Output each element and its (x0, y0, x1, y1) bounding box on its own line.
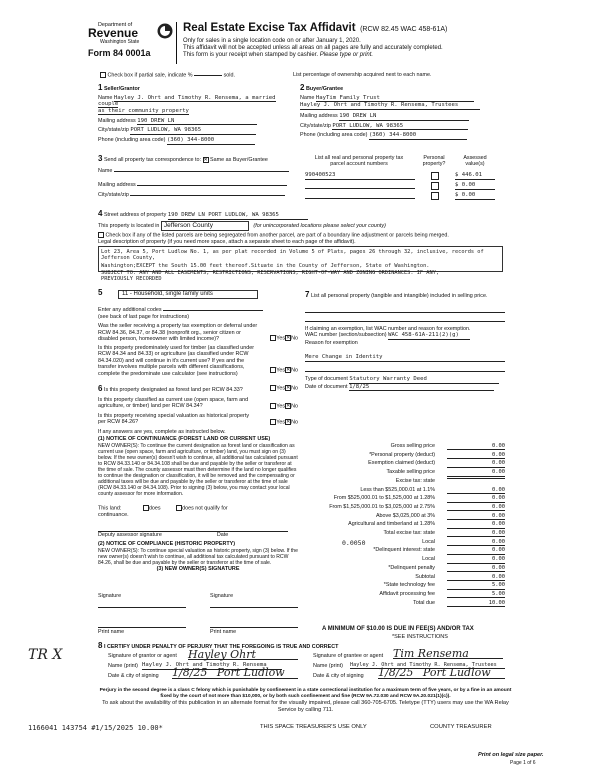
q6-3-no-label: No (291, 418, 298, 425)
buyer-city-field[interactable]: PORT LUDLOW, WA 98365 (332, 123, 468, 131)
unincorp-note: (for unincorporated locations please select your county) (253, 222, 386, 229)
doc-date-field[interactable]: 1/8/25 (349, 384, 494, 392)
notice3-title: (3) NEW OWNER(S) SIGNATURE (156, 566, 240, 573)
personal-property-checkbox-1[interactable] (431, 172, 439, 180)
correspondence-section: 3 Send all property tax correspondence to: ✕ Same as Buyer/Grantee Name Mailing address City/state/zip (98, 154, 298, 204)
notice1-body: NEW OWNER(S): To continue the current designation as forest land or classification as current use (open space, farm and agriculture, or timber) land, you must sign on (3) below. If the new owner(s) doesn't wish to continue, all additional tax calculated pursuant to RCW 84.33.140 or 84.34.108 shall be due and payable by the seller or transferor at the time of sale. The county assessor must then determine if the land no longer qualifies to continue the designation or classification, it will be removed and the compensating or additional taxes will be due and payable by the seller or transferor at the time of sale (RCW 84.33.140 or 84.34.108). Prior to signing (3) below, you may contact your local county assessor for more information. (98, 442, 298, 498)
timber-question: Is this property predominately used for timber (as classified under RCW 84.34 and 84.33) or agriculture (as classified under RCW 84.34.020) and will continue in it's current use? If yes and the transfer involves multiple parcels with different classifications, complete the predominate use calculator (see instructions) (98, 344, 255, 377)
financial-row (300, 504, 505, 512)
county-treasurer: COUNTY TREASURER (430, 724, 492, 730)
county-select[interactable]: Jefferson County (161, 221, 249, 231)
financial-label: *Delinquent penalty (388, 564, 435, 571)
financial-value[interactable]: 0.00 (447, 565, 505, 572)
agency-block (88, 22, 166, 59)
financial-label: *Delinquent interest: state (373, 547, 435, 554)
buyer-phone-field[interactable]: (360) 344-8000 (369, 132, 467, 140)
revenue-logo-icon (157, 23, 173, 39)
buyer-mail-label: Mailing address (300, 113, 338, 119)
buyer-name-field-2[interactable]: Hayley J. Ohrt and Timothy R. Rensema, Trustees (300, 102, 480, 110)
new-owner-print-1[interactable] (98, 620, 186, 628)
segregated-checkbox[interactable] (98, 232, 104, 238)
financial-row (300, 574, 505, 582)
financial-value[interactable]: 0.00 (447, 539, 505, 546)
financial-row (300, 495, 505, 503)
q5-1-no-checkbox[interactable]: ✕ (286, 335, 291, 342)
grantor-name-field[interactable]: Hayley J. Ohrt and Timothy R. Rensema (142, 662, 282, 670)
grantor-date-hand: 1/8/25 (172, 666, 208, 679)
legal-line-2: Washington;EXCEPT the South 15.00 feet thereof.Situate in the County of Jefferson, State of Washington. (101, 262, 430, 269)
financial-value[interactable]: 0.00 (447, 556, 505, 563)
financial-value[interactable]: 0.00 (447, 495, 505, 502)
certify-statement: I CERTIFY UNDER PENALTY OF PERJURY THAT THE FOREGOING IS TRUE AND CORRECT (103, 644, 339, 650)
financial-label: Exemption claimed (deduct) (368, 460, 435, 467)
seller-name-field[interactable]: Hayley J. Ohrt and Timothy R. Rensema, a married couple (98, 94, 276, 108)
seller-city-field[interactable]: PORT LUDLOW, WA 98365 (130, 127, 256, 135)
personal-col-header: Personal property? (422, 155, 446, 168)
financial-value[interactable]: 0.00 (447, 504, 505, 511)
grantee-sig-label: Signature of grantee or agent (313, 653, 384, 659)
financial-label: Taxable selling price (386, 469, 435, 476)
doc-type-label: Type of document (305, 375, 348, 382)
deputy-date-label: Date (216, 531, 229, 538)
financial-label: *Personal property (deduct) (369, 451, 435, 458)
page-number: Page 1 of 6 (510, 760, 536, 766)
financial-row (300, 547, 505, 555)
wac-field[interactable]: WAC 458-61A-211(2)(g) (388, 332, 470, 340)
header-line2: This affidavit will not be accepted unless all areas on all pages are fully and accurately completed. (183, 44, 443, 51)
receipt-stamp: 1166041 143754 #1/15/2025 10.00* (28, 724, 163, 732)
alt-format-note: To ask about the availability of this publication in an alternate format for the visually impaired, please call 360-705-6705. Teletype (TTY) users may use the WA Relay Service by calling 711. (102, 700, 509, 713)
deputy-signature-label: Deputy assessor signature (98, 531, 162, 538)
this-land-label: This land: (98, 505, 122, 512)
section8: 8 I CERTIFY UNDER PENALTY OF PERJURY THAT THE FOREGOING IS TRUE AND CORRECT Signature of grantor or agent Hayley Ohrt Name (print) Hayley J. Ohrt and Timothy R. Rensema Date & city of signing 1/8/25 Port Ludlow Signature of grantee or agent Tim Rensema Name (print) Hayley J. Ohrt and Timothy R. Rensema, Trustees Date & city of signing 1/8/25 Port Ludlow (98, 641, 508, 685)
personal-property-checkbox-2[interactable] (431, 182, 439, 190)
corr-city-label: City/state/zip (98, 191, 129, 198)
legal-paper-note: Print on legal size paper. (478, 752, 544, 758)
land-use-code-select[interactable]: 11 - Household, single family units (118, 290, 258, 299)
grantee-date-hand: 1/8/25 (378, 666, 414, 679)
partial-sale-row (100, 72, 570, 79)
initials-mark: TR X (28, 647, 63, 663)
reason-field[interactable]: Mere Change in Identity (305, 354, 505, 362)
parcel-col-header: List all real and personal property tax parcel account numbers (314, 155, 404, 168)
grantee-name-field[interactable]: Hayley J. Ohrt and Timothy R. Rensema, Trustees (350, 662, 505, 669)
doc-type-field[interactable]: Statutory Warranty Deed (349, 376, 499, 384)
dept-line2: Revenue (88, 26, 139, 41)
notice2-body: NEW OWNER(S): To continue special valuation as historic property, sign (3) below. If the new owner(s) doesn't wish to continue, all additional tax calculated pursuant to RCW 84.26, shall be due and payable by the seller or transferor at the time of sale. (98, 547, 298, 567)
same-as-buyer-label: Same as Buyer/Grantee (210, 157, 268, 163)
partial-sale-checkbox[interactable] (100, 72, 106, 78)
buyer-heading: Buyer/Grantee (305, 86, 344, 92)
financial-value[interactable]: 0.00 (447, 521, 505, 528)
wac-label: WAC number (section/subsection) (305, 332, 387, 339)
sig-label-1: Signature (98, 593, 122, 599)
financial-value[interactable]: 0.00 (447, 469, 505, 476)
q5-1-no-label: No (291, 335, 298, 342)
grantor-name-label: Name (print) (108, 663, 138, 669)
q6-1-yes-label: Yes (276, 385, 286, 392)
financial-value[interactable]: 0.00 (447, 547, 505, 554)
corr-city-field[interactable] (130, 195, 285, 196)
financial-label: *State technology fee (383, 582, 435, 589)
financial-row (300, 565, 505, 573)
financial-value[interactable] (447, 478, 505, 479)
seller-city-label: City/state/zip (98, 127, 129, 134)
header (88, 22, 568, 67)
legal-label: Legal description of property (if you need more space, attach a separate sheet to each page of the affidavit). (98, 239, 500, 246)
section7: 7 List all personal property (tangible and intangible) included in selling price. If claiming an exemption, list WAC number and reason for exemption. WAC number (section/subsection) WAC 458-61A-211(2)(g) Reason for exemption Mere Change in Identity Type of document Statutory Warranty Deed Date of document 1/8/25 (305, 290, 505, 390)
grantee-signature-field[interactable] (393, 647, 503, 659)
continuance-label: continuance. (98, 512, 129, 519)
q6-2-no-checkbox[interactable]: ✕ (286, 402, 291, 409)
financial-label: From $525,000.01 to $1,525,000 at 1.28% (333, 495, 435, 502)
page-title: Real Estate Excise Tax Affidavit (183, 22, 356, 34)
title-cite: (RCW 82.45 WAC 458-61A) (360, 26, 448, 33)
q6-3-no-checkbox[interactable]: ✕ (286, 418, 291, 425)
current-use-question: Is this property classified as current use (open space, farm and agriculture, or timber) land per RCW 84.34? (98, 396, 249, 410)
financial-row (300, 460, 505, 468)
q6-2-yes-label: Yes (276, 403, 286, 410)
financial-label: Total due (413, 599, 435, 606)
see-instructions: *SEE INSTRUCTIONS (392, 634, 448, 640)
seller-section: 1 Seller/Grantor Name Hayley J. Ohrt and Timothy R. Rensema, a married couple as their community property Mailing address 190 DREW LN City/state/zip PORT LUDLOW, WA 98365 Phone (including area code) (360) 344-8000 (98, 83, 276, 144)
does-not-label: does not qualify for (182, 505, 228, 512)
financial-label: Above $3,025,000 at 3% (375, 512, 435, 519)
forest-question: Is this property designated as forest land per RCW 84.33? (103, 387, 243, 393)
grantor-signature: Hayley Ohrt (188, 648, 256, 661)
legal-description-box[interactable] (98, 246, 503, 283)
seller-heading: Seller/Grantor (103, 86, 140, 92)
financial-label: Gross selling price (390, 443, 435, 449)
grantor-date-label: Date & city of signing (108, 673, 159, 679)
title-block (183, 22, 573, 59)
q5-1-yes-label: Yes (276, 335, 286, 342)
minimum-due-note: A MINIMUM OF $10.00 IS DUE IN FEE(S) AND/OR TAX (322, 626, 474, 632)
doc-date-label: Date of document (305, 383, 348, 390)
personal-property-heading: List all personal property (tangible and intangible) included in selling price. (310, 293, 488, 299)
financial-value[interactable]: 0.00 (447, 443, 505, 450)
buyer-phone-label: Phone (including area code) (300, 132, 368, 139)
financial-row (300, 556, 505, 564)
financial-row (300, 582, 505, 590)
q5-2-no-label: No (291, 367, 298, 374)
same-as-buyer-checkbox[interactable]: ✕ (203, 156, 208, 163)
financial-row (300, 487, 505, 495)
financial-row (300, 600, 505, 608)
corr-name-label: Name (98, 167, 113, 174)
grantee-date-label: Date & city of signing (313, 673, 364, 679)
financial-value[interactable]: 0.00 (447, 452, 505, 459)
sig-label-2: Signature (210, 593, 234, 599)
new-owner-signatures (98, 593, 298, 638)
corr-name-field[interactable] (114, 171, 289, 172)
financial-value[interactable]: 0.00 (447, 574, 505, 581)
grantee-signature: Tim Rensema (393, 647, 469, 660)
corr-mail-field[interactable] (137, 185, 287, 186)
financial-label: Excise tax: state (395, 477, 435, 484)
perjury-text: Perjury in the second degree is a class C felony which is punishable by confinement in a state correctional institution for a maximum term of five years, or by a fine in an amount fixed by the court of not more than $10,000, or by both such confinement and fine (RCW 9A.72.030 and RCW 9A.20.021(1)(c)). (99, 688, 512, 699)
does-label: does (148, 505, 161, 512)
financial-value[interactable]: 5.00 (447, 582, 505, 589)
grantee-city-hand: Port Ludlow (422, 666, 491, 679)
financial-value[interactable]: 0.00 (447, 487, 505, 494)
form-number: Form 84 0001a (88, 48, 151, 59)
q5-2-no-checkbox[interactable]: ✕ (286, 366, 291, 373)
exemption-question: Was the seller receiving a property tax exemption or deferral under RCW 84.36, 84.37, or 84.38 (nonprofit org., senior citizen or disabled person, homeowner with limited income)? (98, 323, 258, 343)
street-field[interactable]: 190 DREW LN PORT LUDLOW, WA 98365 (168, 212, 308, 220)
header-line1: Only for sales in a single location code on or after January 1, 2020. (183, 37, 361, 44)
property-section: 4 Street address of property 190 DREW LN PORT LUDLOW, WA 98365 This property is located in Jefferson County (for unincorporated locations please select your county) Check box if any of the listed parcels are being segregated from another parcel, are part of a boundary line adjustment or parcels being merged. Legal description of property (if you need more space, attach a separate sheet to each page of the affidavit). (98, 209, 500, 259)
financial-row (300, 443, 505, 451)
segregated-label: Check box if any of the listed parcels are being segregated from another parcel, are part of a boundary line adjustment or parcels being merged. (105, 231, 449, 238)
financial-table (300, 443, 505, 613)
reason-label: Reason for exemption (305, 339, 358, 346)
legal-line-4: PREVIOUSLY RECORDED (101, 276, 162, 283)
financial-row (300, 521, 505, 529)
parcel-number-field-3[interactable] (305, 192, 415, 199)
perjury-notice (98, 688, 513, 700)
see-back-note: (see back of last page for instructions) (98, 313, 190, 320)
parcel-table (305, 155, 500, 203)
financial-label: Agricultural and timberland at 1.28% (348, 521, 435, 528)
section6: 6 Is this property designated as forest land per RCW 84.33? Yes✕No Is this property classified as current use (open space, farm and agriculture, or timber) land per RCW 84.34? Yes✕No Is this property receiving special valuation as historical property per RCW 84.26? Yes✕No If any answers are yes, complete as instructed below. (1) NOTICE OF CONTINUANCE (FOREST LAND OR CURRENT USE) NEW OWNER(S): To continue the current designation as forest land or classification as current use (open space, farm and agriculture, or timber) land, you must sign on (3) below. If the new owner(s) doesn't wish to continue, all additional tax calculated pursuant to RCW 84.33.140 or 84.34.108 shall be due and payable by the seller or transferor at the time of sale. The county assessor must then determine if the land no longer qualifies to continue the designation or classification, it will be removed and the compensating or additional taxes will be due and payable by the seller or transferor at the time of sale (RCW 84.33.140 or 84.34.108). Prior to signing (3) below, you may contact your local county assessor for more information. This land: does does not qualify for continuance. Deputy assessor signature Date (2) NOTICE OF COMPLIANCE (HISTORIC PROPERTY) NEW OWNER(S): To continue special valuation as historic property, sign (3) below. If the new owner(s) doesn't wish to continue, all additional tax calculated pursuant to RCW 84.26, shall be due and payable by the seller or transferor at the time of sale. (3) NEW OWNER(S) SIGNATURE (98, 384, 298, 573)
notice2-title: (2) NOTICE OF COMPLIANCE (HISTORIC PROPERTY) (98, 541, 236, 548)
corr-mail-label: Mailing address (98, 182, 136, 189)
grantor-city-hand: Port Ludlow (216, 666, 285, 679)
legal-line-3: SUBJECT TO: ANY AND ALL EASEMENTS, RESTRICTIONS, RESERVATIONS, RIGHT-OF-WAY AND ZONING ORDINANCES. IF ANY, (101, 270, 440, 277)
financial-label: Local (422, 556, 435, 563)
correspondence-heading: Send all property tax correspondence to: (103, 157, 202, 163)
header-line3: This form is your receipt when stamped by cashier. (183, 52, 319, 59)
buyer-name-label: Name (300, 94, 315, 101)
parcel-number-field-2[interactable] (305, 182, 415, 189)
assessed-col-header: Assessed value(s) (463, 155, 487, 168)
buyer-section: 2 Buyer/Grantee Name HayTim Family Trust Hayley J. Ohrt and Timothy R. Rensema, Trustees Mailing address 190 DREW LN City/state/zip PORT LUDLOW, WA 98365 Phone (including area code) (360) 344-8000 (300, 83, 490, 153)
q6-1-no-checkbox[interactable]: ✕ (286, 385, 291, 391)
q6-2-no-label: No (291, 403, 298, 410)
legal-line-1: Lot 23, Area 5, Port Ludlow No. 1, as per plat recorded in Volume 5 of Plats, pages 26 through 32, inclusive, records of Jefferson County, (101, 249, 484, 262)
print-label-2: Print name (210, 629, 237, 635)
treasurer-use-only: THIS SPACE TREASURER'S USE ONLY (260, 724, 367, 730)
financial-value[interactable]: 5.00 (447, 591, 505, 598)
additional-codes-label: Enter any additional codes (98, 307, 162, 314)
financial-row (300, 478, 505, 486)
assessed-value-3[interactable]: $ 0.00 (455, 192, 495, 200)
financial-value[interactable]: 0.00 (447, 513, 505, 520)
notice1-title: (1) NOTICE OF CONTINUANCE (FOREST LAND OR CURRENT USE) (98, 436, 271, 443)
financial-value[interactable]: 10.00 (447, 600, 505, 607)
financial-row (300, 530, 505, 538)
q5-2-yes-label: Yes (276, 367, 286, 374)
q6-3-yes-label: Yes (276, 418, 286, 425)
dept-line3: Washington State (100, 39, 140, 46)
list-percentage-note: List percentage of ownership acquired next to each name. (293, 72, 432, 78)
seller-mail-label: Mailing address (98, 117, 136, 124)
financial-value[interactable]: 0.00 (447, 530, 505, 537)
buyer-mail-field[interactable]: 190 DREW LN (339, 113, 469, 121)
seller-name-field-2[interactable]: as their community property (98, 108, 189, 114)
buyer-name-field[interactable]: HayTim Family Trust (316, 95, 474, 103)
exemption-note: If claiming an exemption, list WAC number and reason for exemption. (305, 325, 471, 332)
header-line3b: Please type or print. (319, 52, 374, 59)
partial-sale-sold: sold. (223, 72, 235, 79)
financial-label: Local (422, 538, 435, 545)
personal-property-checkbox-3[interactable] (431, 192, 439, 200)
seller-phone-field[interactable]: (360) 344-8000 (167, 137, 255, 145)
financial-row (300, 591, 505, 599)
financial-label: From $1,525,000.01 to $3,025,000 at 2.75% (329, 503, 435, 510)
financial-label: Less than $525,000.01 at 1.1% (360, 486, 435, 493)
print-label-1: Print name (98, 629, 125, 635)
grantor-date-field[interactable] (172, 666, 298, 679)
financial-row (300, 452, 505, 460)
financial-row (300, 539, 505, 547)
new-owner-print-2[interactable] (210, 620, 298, 628)
grantee-date-field[interactable] (378, 666, 505, 679)
historical-question: Is this property receiving special valuation as historical property per RCW 84.26? (98, 412, 250, 426)
financial-label: Total excise tax: state (383, 530, 435, 536)
financial-row (300, 469, 505, 477)
grantee-name-label: Name (print) (313, 663, 343, 669)
local-rate: 0.0050 (342, 539, 366, 547)
financial-label: Subtotal (415, 573, 435, 580)
seller-mail-field[interactable]: 190 DREW LN (137, 118, 257, 126)
street-label: Street address of property (103, 212, 167, 218)
grantor-sig-label: Signature of grantor or agent (108, 653, 177, 659)
seller-name-label: Name (98, 94, 113, 101)
dept-line1: Department of (98, 22, 133, 28)
instructions-note: If any answers are yes, complete as instructed below. (98, 428, 226, 435)
located-label: This property is located in (98, 222, 160, 229)
new-owner-signature-1[interactable] (98, 600, 186, 608)
section5: 5 11 - Household, single family units Enter any additional codes (see back of last page for instructions) Was the seller receiving a property tax exemption or deferral under RCW 84.36, 84.37, or 84.38 (nonprofit org., senior citizen or disabled person, homeowner with limited income)? Yes✕No Is this property predominately used for timber (as classified under RCW 84.34 and 84.33) or agriculture (as classified under RCW 84.34.020) and will continue in it's current use? If yes and the transfer involves multiple parcels with different classifications, complete the predominate use calculator (see instructions) Yes✕No (98, 288, 298, 377)
financial-value[interactable]: 0.00 (447, 460, 505, 467)
assessed-value-1[interactable]: $ 446.01 (455, 172, 495, 180)
seller-phone-label: Phone (including area code) (98, 137, 166, 144)
partial-sale-label: Check box if partial sale, indicate % (107, 72, 193, 79)
buyer-city-label: City/state/zip (300, 122, 331, 129)
financial-label: Affidavit processing fee (379, 590, 435, 597)
financial-row (300, 513, 505, 521)
grantor-signature-field[interactable] (188, 648, 298, 660)
parcel-number-field-1[interactable]: 990400523 (305, 172, 415, 180)
assessed-value-2[interactable]: $ 0.00 (455, 182, 495, 190)
q6-1-no-label: No (291, 385, 298, 392)
